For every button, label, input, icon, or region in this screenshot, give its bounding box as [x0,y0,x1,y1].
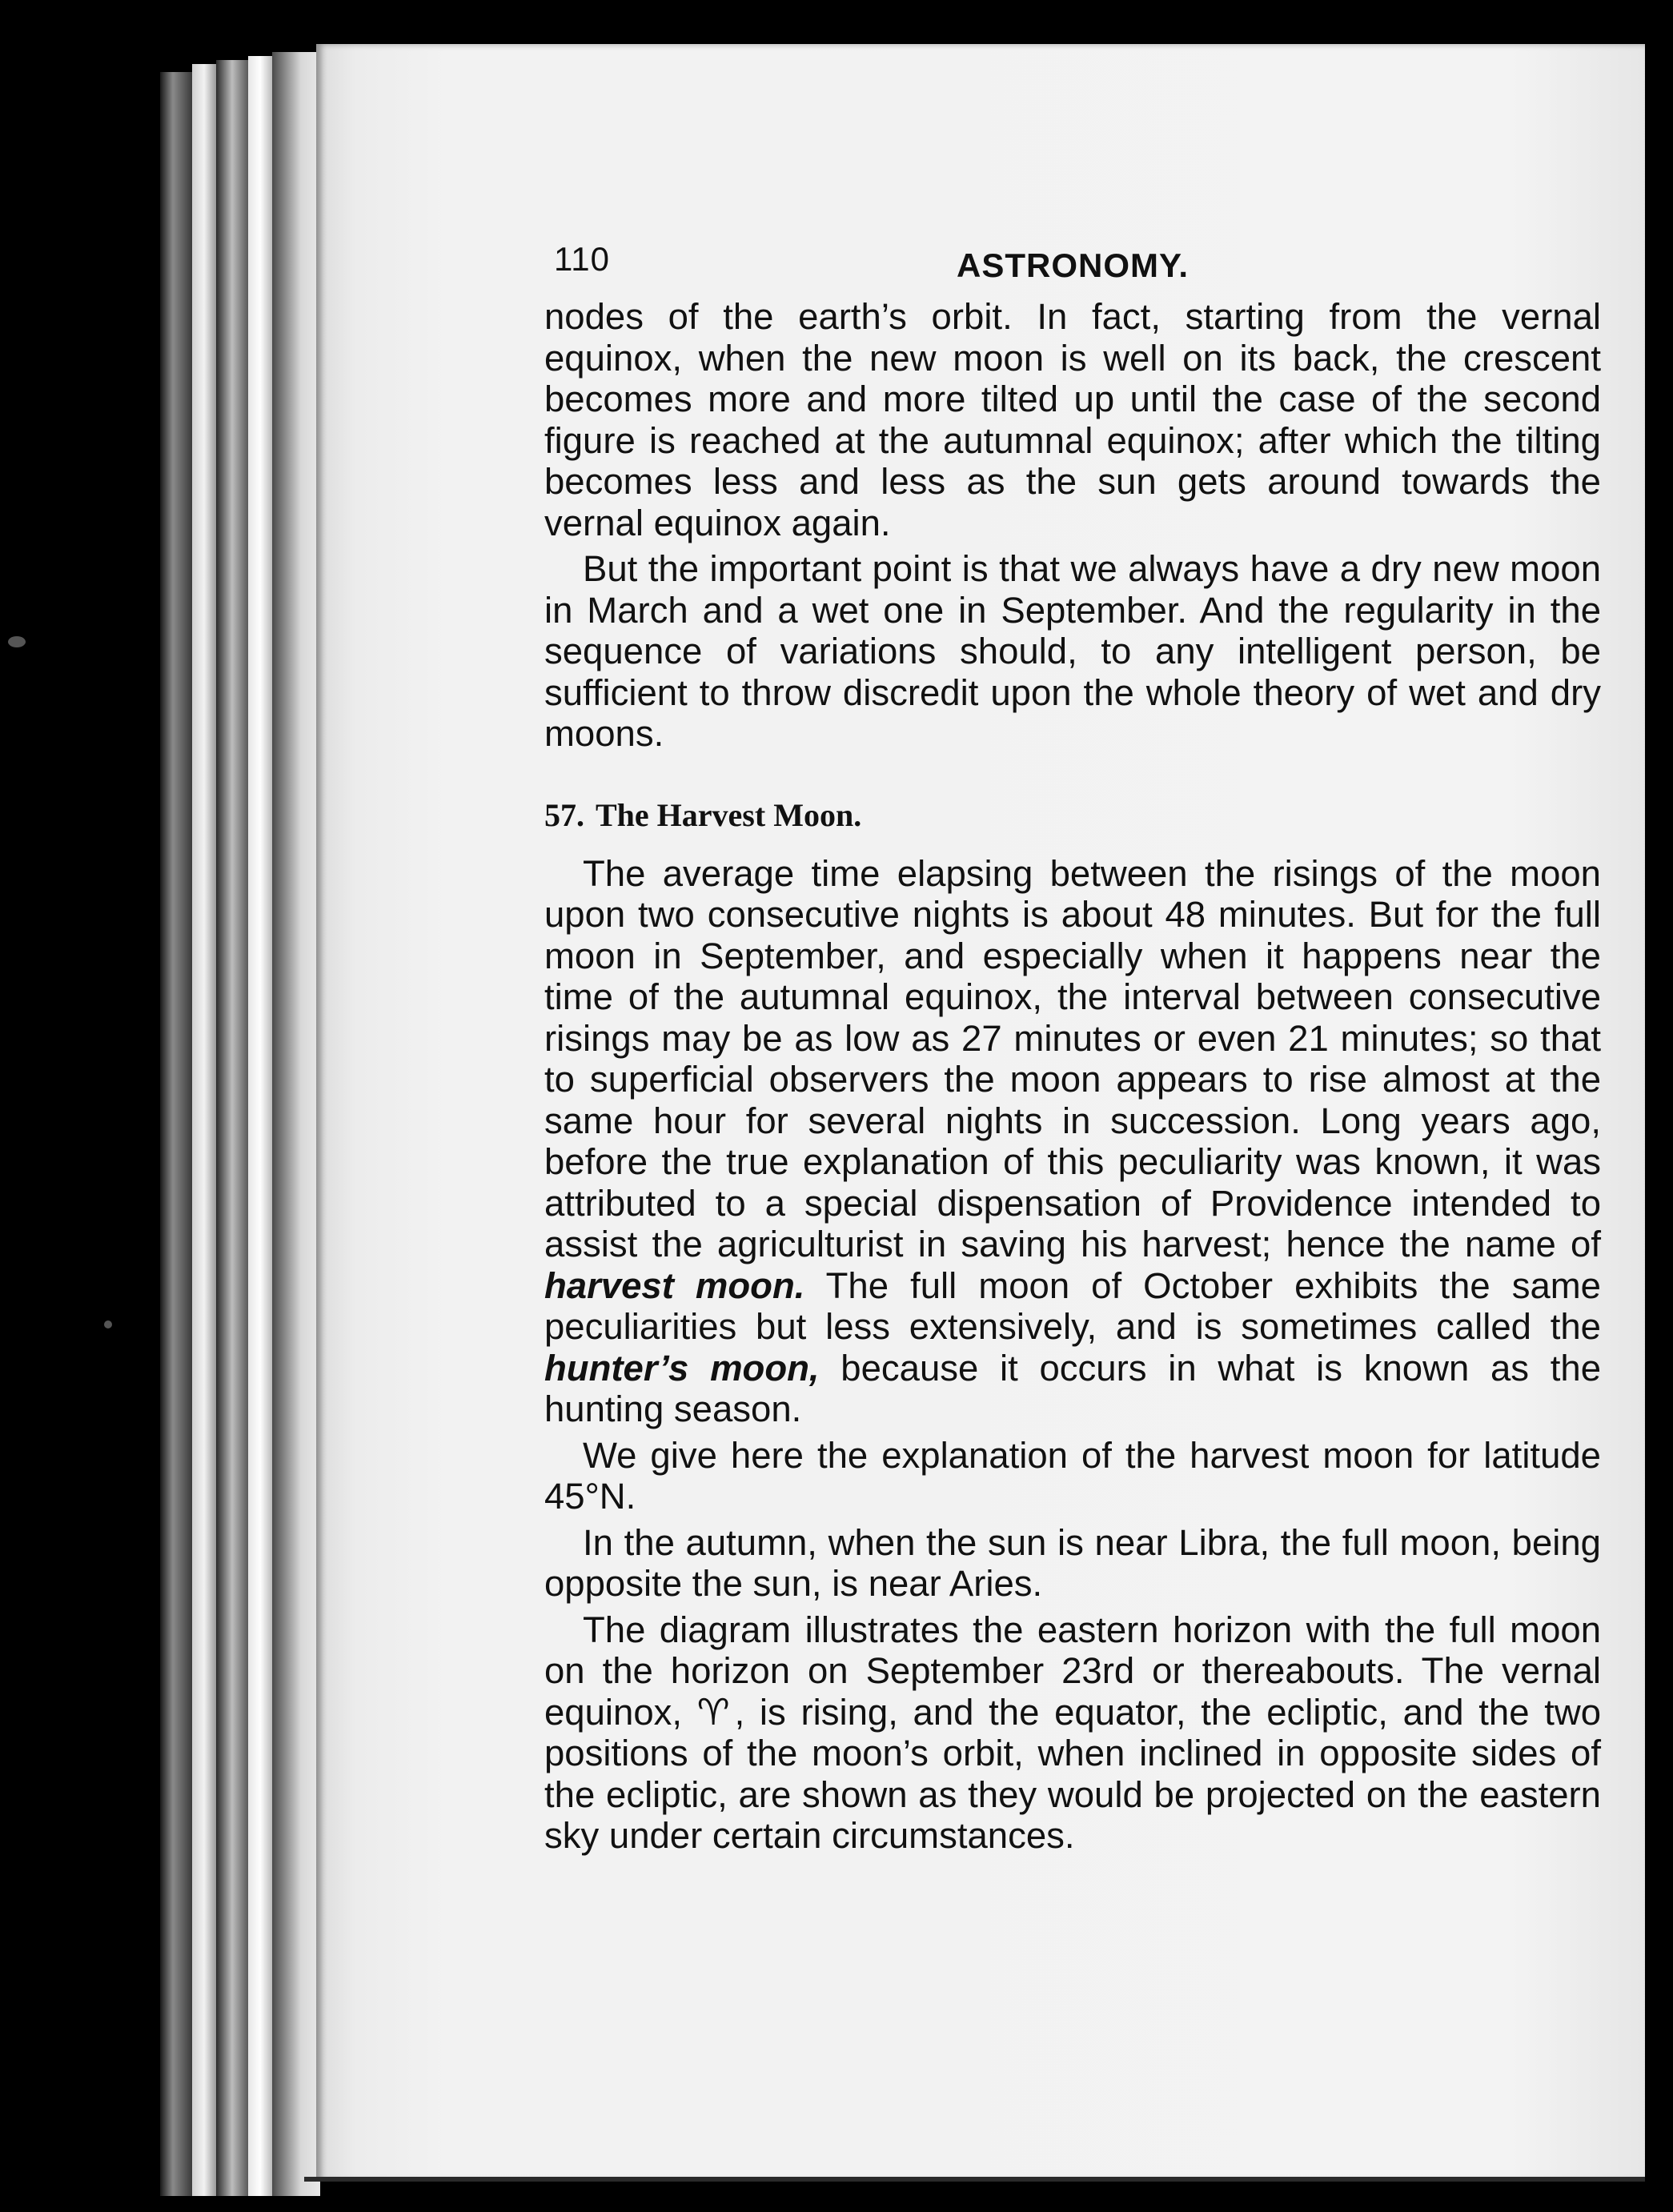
paragraph: In the autumn, when the sun is near Libra, the full moon, being opposite the sun, is near Aries. [544,1521,1601,1604]
paragraph [544,853,1601,1430]
page-bottom-edge [304,2177,1649,2182]
section-number: 57. [544,796,584,833]
italic-term: harvest moon. [544,1264,805,1306]
page-number: 110 [554,240,610,278]
paragraph-text: because it occurs in what is known as the hunting season. [544,1347,1601,1429]
paragraph-text: The full moon of October exhibits the same peculiarities but less extensively, and is sometimes called the [544,1264,1601,1347]
scan-speck [8,636,26,647]
page-edge-stack [216,60,248,2196]
paragraph: We give here the explanation of the harvest moon for latitude 45°N. [544,1434,1601,1517]
page-edge-stack [192,64,216,2196]
italic-term: hunter’s moon, [544,1347,820,1389]
page-edge-stack [272,52,320,2196]
page-edge-stack [160,72,192,2196]
running-title: ASTRONOMY. [957,246,1190,284]
running-head [544,240,1601,296]
paragraph: But the important point is that we always have a dry new moon in March and a wet one in September. And the regularity in the sequence of variations should, to any intelligent person, be sufficient to throw discredit upon the whole theory of wet and dry moons. [544,548,1601,754]
section-title: The Harvest Moon. [596,796,862,833]
section-heading [544,796,1601,834]
paragraph: nodes of the earth’s orbit. In fact, starting from the vernal equinox, when the new moon is well on its back, the crescent becomes more and more tilted up until the case of the second figure is reached at the autumnal equinox; after which the tilting becomes less and less as the sun gets around towards the vernal equinox again. [544,296,1601,543]
paragraph-text: The average time elapsing between the risings of the moon upon two consecutive nights is about 48 minutes. But for the full moon in September, and especially when it happens near the time of the autumnal equinox, the interval between consecutive risings may be as low as 27 minutes or even 21 minutes; so that to superficial observers the moon appears to rise almost at the same hour for several nights in succession. Long years ago, before the true explanation of this peculiarity was known, it was attributed to a special dispensation of Providence intended to assist the agriculturist in saving his harvest; hence the name of [544,852,1601,1264]
scan-border [1645,0,1673,2212]
scan-speck [104,1320,112,1328]
page-edge-stack [248,56,272,2196]
page-text [544,240,1601,1857]
paragraph: The diagram illustrates the eastern horizon with the full moon on the horizon on September 23rd or thereabouts. The vernal equinox, ♈, is rising, and the equator, the ecliptic, and the two positions of the moon’s orbit, when inclined in opposite sides of the ecliptic, are shown as they would be projected on the eastern sky under certain circumstances. [544,1609,1601,1856]
